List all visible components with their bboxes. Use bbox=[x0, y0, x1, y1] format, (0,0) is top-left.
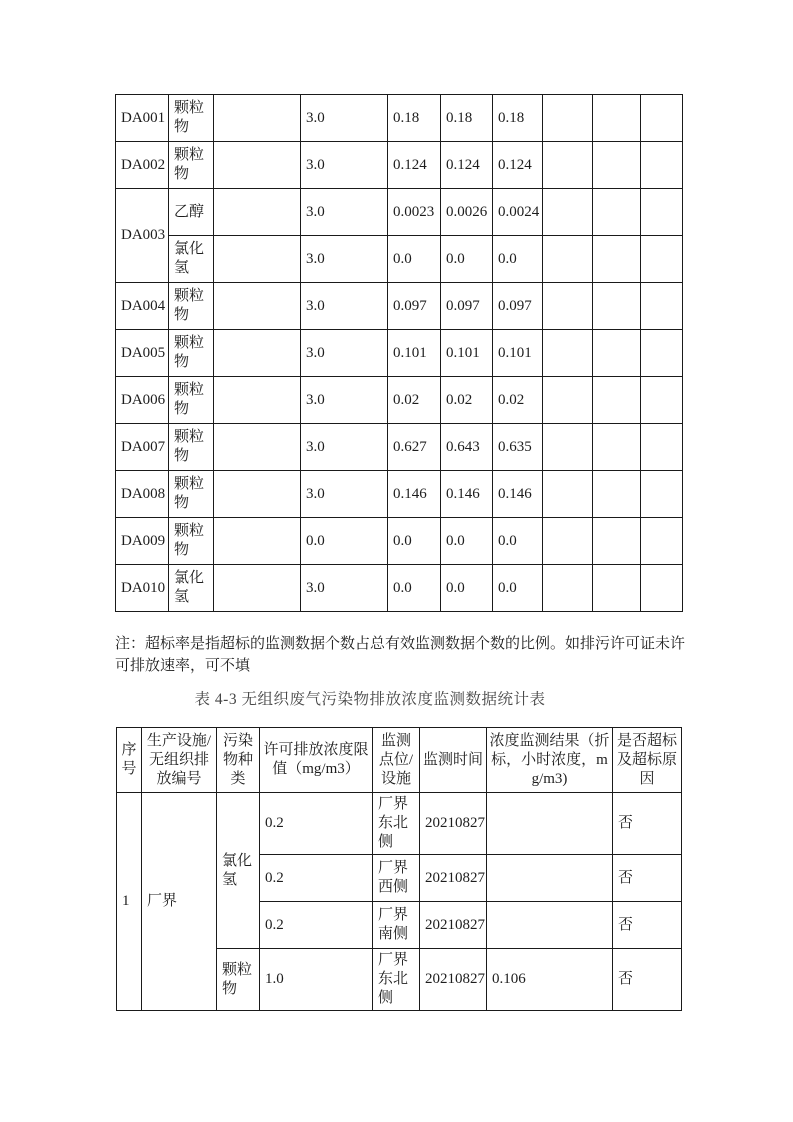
pollutant-cell: 乙醇 bbox=[169, 189, 214, 236]
limit-cell: 3.0 bbox=[301, 189, 388, 236]
blank-cell bbox=[641, 189, 683, 236]
blank-cell bbox=[593, 330, 641, 377]
blank-cell bbox=[593, 377, 641, 424]
value-cell: 0.0 bbox=[388, 565, 441, 612]
value-cell: 0.635 bbox=[493, 424, 543, 471]
limit-cell: 0.0 bbox=[301, 518, 388, 565]
column-header: 浓度监测结果（折标，小时浓度，mg/m3) bbox=[487, 728, 613, 793]
monitor-time-cell: 20210827 bbox=[420, 855, 487, 902]
blank-cell bbox=[543, 518, 593, 565]
value-cell: 0.146 bbox=[493, 471, 543, 518]
blank-cell bbox=[214, 189, 301, 236]
blank-cell bbox=[641, 283, 683, 330]
monitor-time-cell: 20210827 bbox=[420, 902, 487, 949]
value-cell: 0.627 bbox=[388, 424, 441, 471]
monitor-point-cell: 厂界南侧 bbox=[373, 902, 420, 949]
table-row bbox=[116, 424, 683, 471]
pollutant-cell: 颗粒物 bbox=[169, 377, 214, 424]
blank-cell bbox=[641, 330, 683, 377]
blank-cell bbox=[543, 95, 593, 142]
limit-cell: 1.0 bbox=[260, 949, 373, 1011]
outlet-id-cell: DA002 bbox=[116, 142, 169, 189]
blank-cell bbox=[214, 377, 301, 424]
table-row bbox=[116, 518, 683, 565]
limit-cell: 0.2 bbox=[260, 793, 373, 855]
blank-cell bbox=[593, 565, 641, 612]
pollutant-cell: 颗粒物 bbox=[169, 518, 214, 565]
column-header: 是否超标及超标原因 bbox=[613, 728, 682, 793]
value-cell: 0.18 bbox=[388, 95, 441, 142]
blank-cell bbox=[543, 189, 593, 236]
value-cell: 0.124 bbox=[388, 142, 441, 189]
blank-cell bbox=[641, 236, 683, 283]
pollutant-cell: 氯化氢 bbox=[169, 565, 214, 612]
blank-cell bbox=[593, 236, 641, 283]
value-cell: 0.0 bbox=[493, 565, 543, 612]
exceed-cell: 否 bbox=[613, 949, 682, 1011]
outlet-id-cell: DA008 bbox=[116, 471, 169, 518]
blank-cell bbox=[543, 330, 593, 377]
pollutant-cell: 颗粒物 bbox=[169, 283, 214, 330]
blank-cell bbox=[641, 95, 683, 142]
outlet-id-cell: DA009 bbox=[116, 518, 169, 565]
outlet-id-cell: DA001 bbox=[116, 95, 169, 142]
table-row bbox=[116, 377, 683, 424]
limit-cell: 3.0 bbox=[301, 565, 388, 612]
blank-cell bbox=[543, 565, 593, 612]
blank-cell bbox=[641, 565, 683, 612]
blank-cell bbox=[214, 330, 301, 377]
outlet-id-cell: DA010 bbox=[116, 565, 169, 612]
value-cell: 0.18 bbox=[441, 95, 493, 142]
blank-cell bbox=[543, 142, 593, 189]
fugitive-emission-monitoring-table bbox=[116, 727, 682, 1011]
column-header: 许可排放浓度限值（mg/m3） bbox=[260, 728, 373, 793]
sequence-cell: 1 bbox=[117, 793, 142, 1011]
value-cell: 0.0 bbox=[441, 565, 493, 612]
organized-emission-monitoring-table bbox=[115, 94, 683, 612]
table-row bbox=[116, 565, 683, 612]
table-header-row bbox=[117, 728, 682, 793]
value-cell: 0.146 bbox=[388, 471, 441, 518]
pollutant-cell: 颗粒物 bbox=[169, 95, 214, 142]
exceed-cell: 否 bbox=[613, 855, 682, 902]
limit-cell: 3.0 bbox=[301, 142, 388, 189]
monitor-time-cell: 20210827 bbox=[420, 949, 487, 1011]
monitor-point-cell: 厂界东北侧 bbox=[373, 949, 420, 1011]
blank-cell bbox=[641, 142, 683, 189]
value-cell: 0.101 bbox=[388, 330, 441, 377]
table-4-3-title: 表 4-3 无组织废气污染物排放浓度监测数据统计表 bbox=[194, 691, 546, 708]
column-header: 污染物种类 bbox=[217, 728, 260, 793]
pollutant-cell: 颗粒物 bbox=[169, 142, 214, 189]
limit-cell: 0.2 bbox=[260, 855, 373, 902]
pollutant-cell: 氯化氢 bbox=[217, 793, 260, 949]
value-cell: 0.643 bbox=[441, 424, 493, 471]
column-header: 监测点位/设施 bbox=[373, 728, 420, 793]
pollutant-cell: 氯化氢 bbox=[169, 236, 214, 283]
blank-cell bbox=[641, 424, 683, 471]
blank-cell bbox=[214, 283, 301, 330]
table-row bbox=[116, 95, 683, 142]
value-cell: 0.0 bbox=[441, 518, 493, 565]
outlet-id-cell: DA007 bbox=[116, 424, 169, 471]
table-row bbox=[116, 471, 683, 518]
monitor-point-cell: 厂界西侧 bbox=[373, 855, 420, 902]
value-cell: 0.0026 bbox=[441, 189, 493, 236]
limit-cell: 3.0 bbox=[301, 471, 388, 518]
monitor-point-cell: 厂界东北侧 bbox=[373, 793, 420, 855]
blank-cell bbox=[543, 377, 593, 424]
column-header: 监测时间 bbox=[420, 728, 487, 793]
blank-cell bbox=[214, 565, 301, 612]
blank-cell bbox=[214, 424, 301, 471]
table-row bbox=[116, 236, 683, 283]
blank-cell bbox=[214, 518, 301, 565]
blank-cell bbox=[593, 189, 641, 236]
limit-cell: 0.2 bbox=[260, 902, 373, 949]
value-cell: 0.101 bbox=[441, 330, 493, 377]
blank-cell bbox=[543, 424, 593, 471]
blank-cell bbox=[214, 471, 301, 518]
table-row bbox=[117, 793, 682, 855]
value-cell: 0.0 bbox=[388, 518, 441, 565]
limit-cell: 3.0 bbox=[301, 424, 388, 471]
limit-cell: 3.0 bbox=[301, 283, 388, 330]
value-cell: 0.124 bbox=[493, 142, 543, 189]
outlet-id-cell: DA003 bbox=[116, 189, 169, 283]
pollutant-cell: 颗粒物 bbox=[169, 471, 214, 518]
monitor-time-cell: 20210827 bbox=[420, 793, 487, 855]
column-header: 序号 bbox=[117, 728, 142, 793]
value-cell: 0.0 bbox=[493, 236, 543, 283]
table-row bbox=[116, 283, 683, 330]
blank-cell bbox=[593, 471, 641, 518]
blank-cell bbox=[214, 236, 301, 283]
value-cell: 0.101 bbox=[493, 330, 543, 377]
table-note: 注：超标率是指超标的监测数据个数占总有效监测数据个数的比例。如排污许可证未许可排放速率，可不填 bbox=[115, 636, 686, 674]
facility-cell: 厂界 bbox=[142, 793, 217, 1011]
result-cell: 0.106 bbox=[487, 949, 613, 1011]
value-cell: 0.0024 bbox=[493, 189, 543, 236]
value-cell: 0.02 bbox=[493, 377, 543, 424]
value-cell: 0.18 bbox=[493, 95, 543, 142]
value-cell: 0.02 bbox=[388, 377, 441, 424]
outlet-id-cell: DA004 bbox=[116, 283, 169, 330]
blank-cell bbox=[641, 377, 683, 424]
value-cell: 0.097 bbox=[441, 283, 493, 330]
value-cell: 0.097 bbox=[388, 283, 441, 330]
value-cell: 0.0 bbox=[441, 236, 493, 283]
pollutant-cell: 颗粒物 bbox=[217, 949, 260, 1011]
outlet-id-cell: DA005 bbox=[116, 330, 169, 377]
value-cell: 0.124 bbox=[441, 142, 493, 189]
value-cell: 0.097 bbox=[493, 283, 543, 330]
blank-cell bbox=[214, 95, 301, 142]
value-cell: 0.0023 bbox=[388, 189, 441, 236]
limit-cell: 3.0 bbox=[301, 330, 388, 377]
table-row bbox=[116, 189, 683, 236]
result-cell bbox=[487, 902, 613, 949]
blank-cell bbox=[593, 283, 641, 330]
value-cell: 0.0 bbox=[493, 518, 543, 565]
outlet-id-cell: DA006 bbox=[116, 377, 169, 424]
blank-cell bbox=[641, 518, 683, 565]
result-cell bbox=[487, 855, 613, 902]
result-cell bbox=[487, 793, 613, 855]
blank-cell bbox=[593, 142, 641, 189]
exceed-cell: 否 bbox=[613, 902, 682, 949]
column-header: 生产设施/无组织排放编号 bbox=[142, 728, 217, 793]
value-cell: 0.146 bbox=[441, 471, 493, 518]
value-cell: 0.0 bbox=[388, 236, 441, 283]
blank-cell bbox=[214, 142, 301, 189]
pollutant-cell: 颗粒物 bbox=[169, 424, 214, 471]
value-cell: 0.02 bbox=[441, 377, 493, 424]
blank-cell bbox=[593, 95, 641, 142]
limit-cell: 3.0 bbox=[301, 377, 388, 424]
blank-cell bbox=[641, 471, 683, 518]
limit-cell: 3.0 bbox=[301, 95, 388, 142]
blank-cell bbox=[543, 236, 593, 283]
limit-cell: 3.0 bbox=[301, 236, 388, 283]
blank-cell bbox=[593, 518, 641, 565]
blank-cell bbox=[543, 283, 593, 330]
pollutant-cell: 颗粒物 bbox=[169, 330, 214, 377]
exceed-cell: 否 bbox=[613, 793, 682, 855]
table-row bbox=[116, 142, 683, 189]
table-row bbox=[116, 330, 683, 377]
blank-cell bbox=[593, 424, 641, 471]
blank-cell bbox=[543, 471, 593, 518]
